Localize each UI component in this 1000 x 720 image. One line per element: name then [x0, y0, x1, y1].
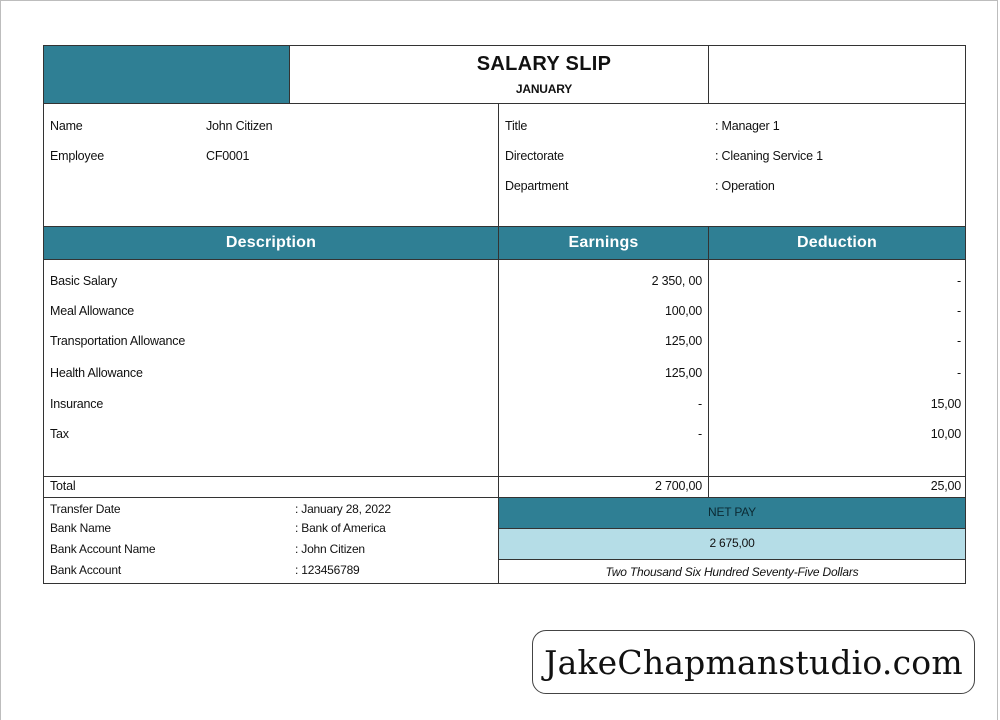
bank-name-label: Bank Name: [50, 521, 111, 535]
column-header-earnings: Earnings: [568, 234, 639, 251]
slip-month: JANUARY: [515, 82, 573, 96]
transfer-date-value: : January 28, 2022: [295, 502, 391, 516]
line-item-description: Insurance: [50, 397, 104, 411]
column-header-deduction: Deduction: [796, 234, 878, 251]
line-item-earning: -: [698, 427, 702, 441]
line-item-deduction: 10,00: [930, 427, 961, 441]
line-item-deduction: -: [957, 366, 961, 380]
line-item-deduction: -: [957, 274, 961, 288]
name-value: John Citizen: [206, 119, 273, 133]
bank-account-value: : 123456789: [295, 563, 360, 577]
title-label: Title: [505, 119, 528, 133]
salary-slip: [43, 45, 966, 584]
line-item-description: Health Allowance: [50, 366, 143, 380]
bank-account-name-value: : John Citizen: [295, 542, 365, 556]
total-earnings: 2 700,00: [654, 479, 702, 493]
line-item-description: Transportation Allowance: [50, 334, 186, 348]
line-item-earning: 125,00: [664, 366, 702, 380]
employee-id-label: Employee: [50, 149, 104, 163]
total-label: Total: [50, 479, 76, 493]
name-label: Name: [50, 119, 83, 133]
title-value: : Manager 1: [715, 119, 780, 133]
directorate-label: Directorate: [505, 149, 564, 163]
line-item-description: Basic Salary: [50, 274, 118, 288]
line-item-deduction: -: [957, 334, 961, 348]
department-value: : Operation: [715, 179, 775, 193]
transfer-date-label: Transfer Date: [50, 502, 121, 516]
header-logo-block: [44, 46, 289, 103]
directorate-value: : Cleaning Service 1: [715, 149, 823, 163]
bank-account-label: Bank Account: [50, 563, 121, 577]
line-item-deduction: -: [957, 304, 961, 318]
watermark: JakeChapmanstudio.com: [532, 630, 975, 694]
line-item-earning: 100,00: [664, 304, 702, 318]
line-item-earning: -: [698, 397, 702, 411]
total-deduction: 25,00: [930, 479, 961, 493]
department-label: Department: [505, 179, 569, 193]
net-pay-in-words: Two Thousand Six Hundred Seventy-Five Dollars: [605, 565, 859, 579]
line-item-description: Tax: [50, 427, 69, 441]
line-item-earning: 2 350, 00: [651, 274, 702, 288]
net-pay-label: NET PAY: [708, 505, 756, 519]
column-header-description: Description: [225, 234, 317, 251]
line-item-description: Meal Allowance: [50, 304, 135, 318]
bank-account-name-label: Bank Account Name: [50, 542, 156, 556]
net-pay-amount: 2 675,00: [709, 536, 755, 550]
slip-title: SALARY SLIP: [476, 53, 612, 75]
bank-name-value: : Bank of America: [295, 521, 386, 535]
line-item-earning: 125,00: [664, 334, 702, 348]
line-item-deduction: 15,00: [930, 397, 961, 411]
employee-id-value: CF0001: [206, 149, 250, 163]
